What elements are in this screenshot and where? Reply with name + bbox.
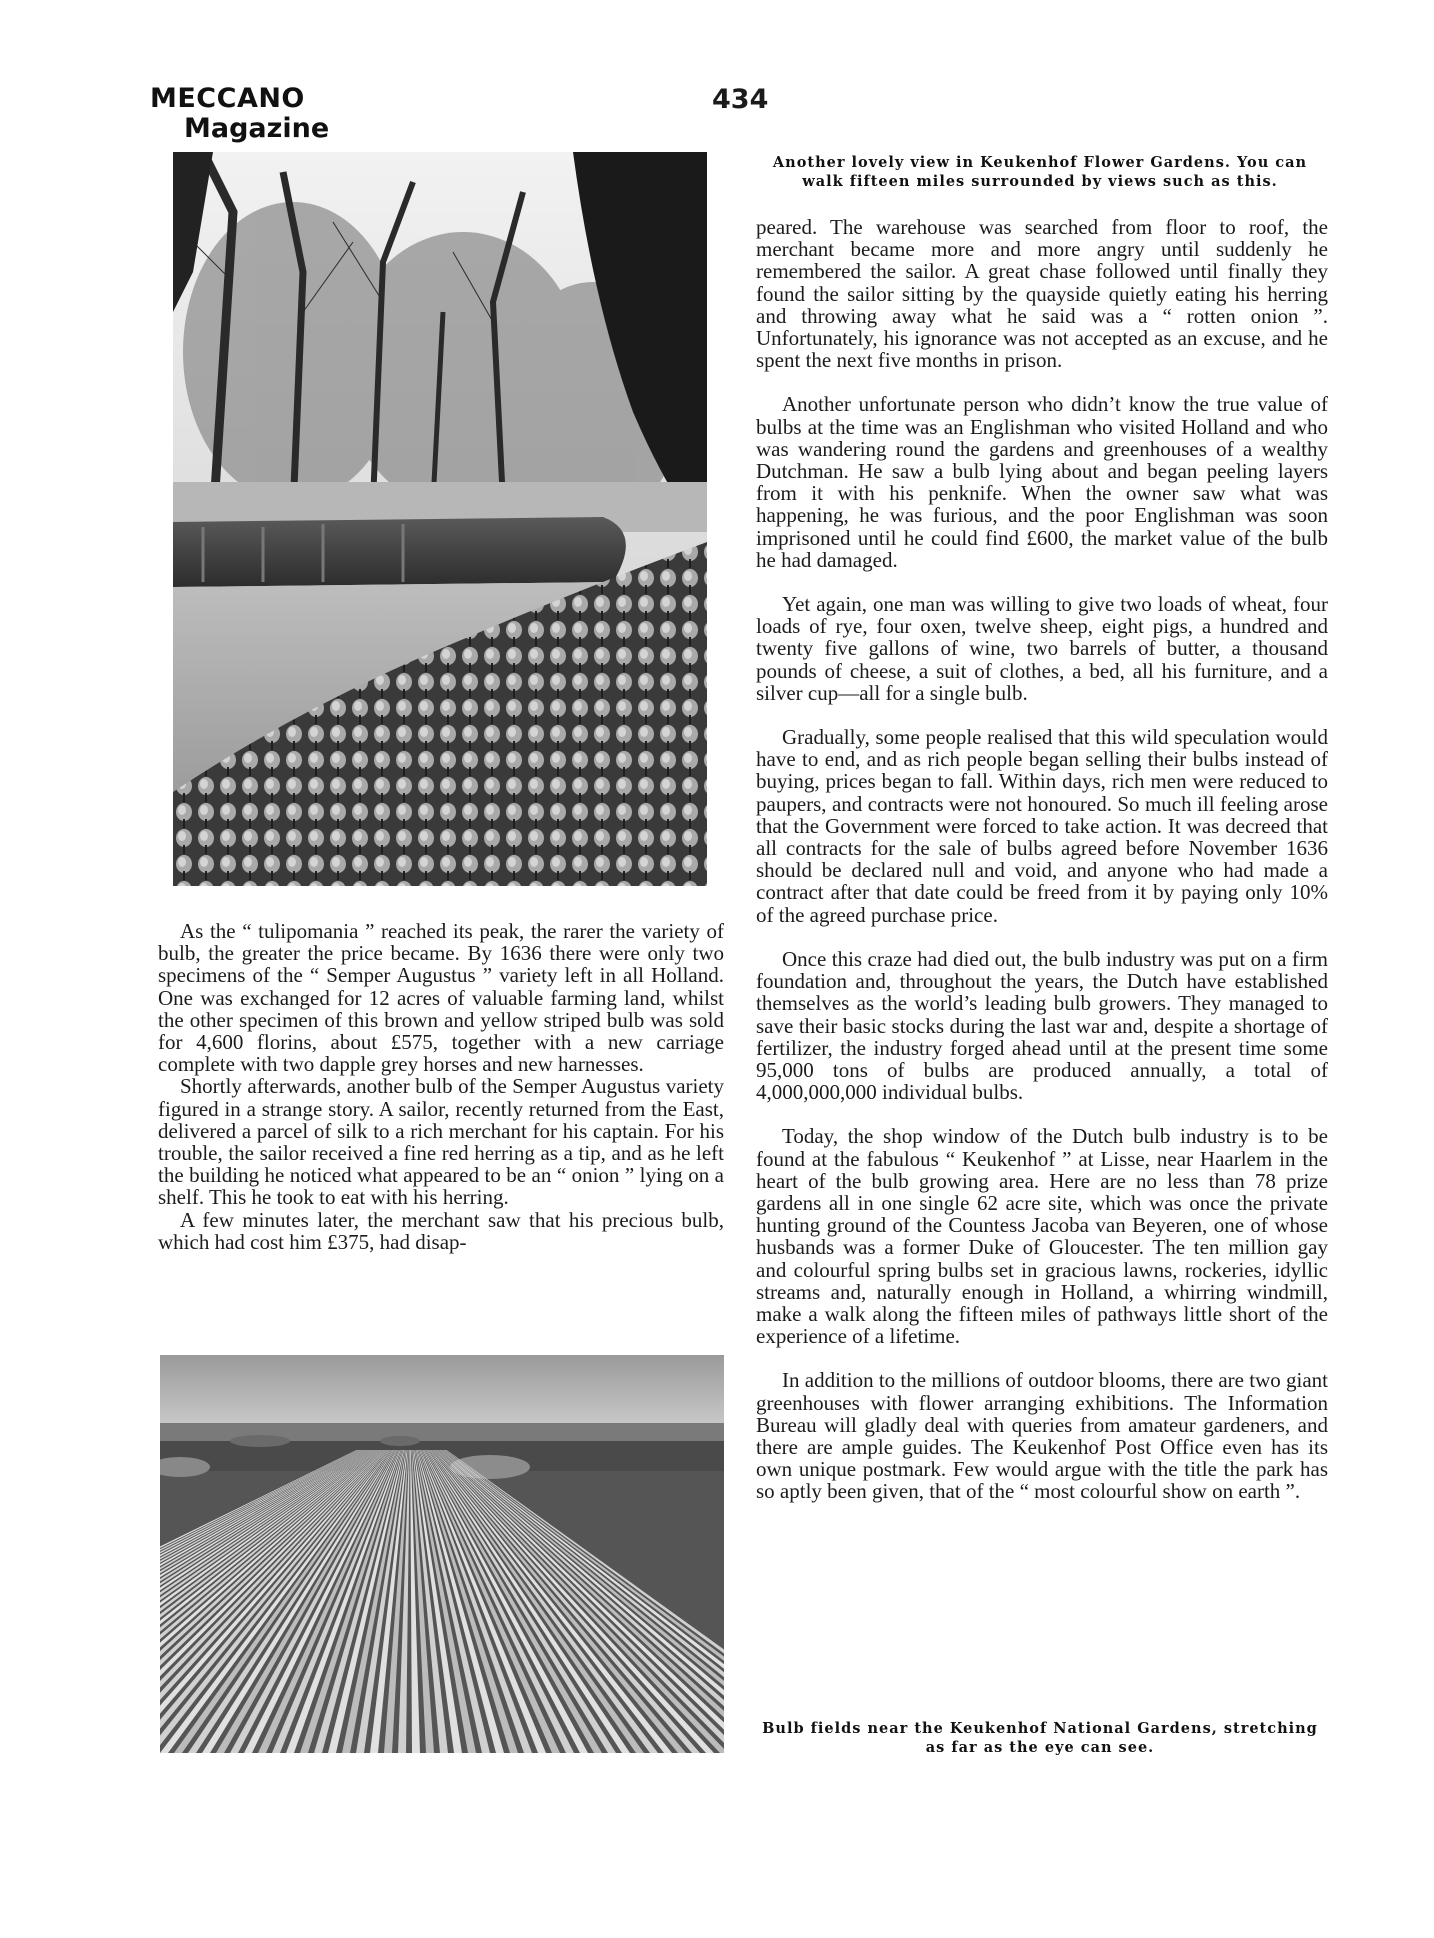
- paragraph: Yet again, one man was willing to give two loads of wheat, four loads of rye, four oxen, twelve sheep, eight pigs, a hundred and twenty five gallons of wine, two barrels of butter, a thousand pounds of cheese, a suit of clothes, a bed, all his furniture, and a silver cup—all for a single bulb.: [756, 592, 1328, 705]
- masthead-line2: Magazine: [184, 112, 330, 144]
- masthead-line1: MECCANO: [150, 83, 305, 114]
- paragraph: Gradually, some people realised that this wild speculation would have to end, and as rich people began selling their bulbs instead of buying, prices began to fall. Within days, rich men were reduced to paupers, and contracts were not honoured. So much ill feeling arose that the Government were forced to take action. It was decreed that all contracts for the sale of bulbs agreed before November 1636 should be declared null and void, and anyone who had made a contract after that date could be freed from it by paying only 10% of the agreed purchase price.: [756, 725, 1328, 927]
- paragraph: A few minutes later, the merchant saw that his precious bulb, which had cost him £375, had disap-: [158, 1207, 724, 1254]
- page-number: 434: [712, 84, 769, 115]
- right-article-column: [756, 216, 1328, 1525]
- paragraph: Another unfortunate person who didn’t know the true value of bulbs at the time was an Englishman who visited Holland and who was wandering round the gardens and greenhouses of a wealthy Dutchman. He saw a bulb lying about and began peeling layers from it with his penknife. When the owner saw what was happening, he was furious, and the poor Englishman was soon imprisoned until he could find £600, the market value of the bulb he had damaged.: [756, 392, 1328, 572]
- paragraph: Today, the shop window of the Dutch bulb industry is to be found at the fabulous “ Keukenhof ” at Lisse, near Haarlem in the heart of the bulb growing area. Here are no less than 78 prize gardens all in one single 62 acre site, which was once the private hunting ground of the Countess Jacoba van Beyeren, one of whose husbands was a former Duke of Gloucester. The ten million gay and colourful spring bulbs set in gracious lawns, rockeries, idyllic streams and, naturally enough in Holland, a whirring windmill, make a walk along the fifteen miles of pathways little short of the experience of a lifetime.: [756, 1124, 1328, 1349]
- keukenhof-garden-photo: [173, 152, 707, 886]
- paragraph: In addition to the millions of outdoor blooms, there are two giant greenhouses with flower arranging exhibitions. The Information Bureau will gladly deal with queries from amateur gardeners, and there are ample guides. The Keukenhof Post Office even has its own unique postmark. Few would argue with the title the park has so aptly been given, that of the “ most colourful show on earth ”.: [756, 1368, 1328, 1504]
- paragraph: Shortly afterwards, another bulb of the Semper Augustus variety figured in a strange story. A sailor, recently returned from the East, delivered a parcel of silk to a rich merchant for his captain. For his trouble, the sailor received a fine red herring as a tip, and as he left the building he noticed what appeared to be an “ onion ” lying on a shelf. This he took to eat with his herring.: [158, 1074, 724, 1210]
- bulb-fields-photo: [160, 1355, 724, 1753]
- paragraph: Once this craze had died out, the bulb industry was put on a firm foundation and, throughout the years, the Dutch have established themselves as the world’s leading bulb growers. They managed to save their basic stocks during the last war and, despite a shortage of fertilizer, the industry forged ahead until at the present time some 95,000 tons of bulbs are produced annually, a total of 4,000,000,000 individual bulbs.: [756, 946, 1328, 1105]
- paragraph: peared. The warehouse was searched from floor to roof, the merchant became more and more angry until suddenly he remembered the sailor. A great chase followed until finally they found the sailor sitting by the quayside quietly eating his herring and throwing away what he said was a “ rotten onion ”. Unfortunately, his ignorance was not accepted as an excuse, and he spent the next five months in prison.: [756, 215, 1328, 373]
- left-article-column: [158, 920, 724, 1253]
- top-photo-caption: Another lovely view in Keukenhof Flower Gardens. You can walk fifteen miles surrounded by views such as this.: [772, 154, 1308, 190]
- magazine-masthead: [150, 84, 329, 143]
- paragraph: As the “ tulipomania ” reached its peak, the rarer the variety of bulb, the greater the price became. By 1636 there were only two specimens of the “ Semper Augustus ” variety left in all Holland. One was exchanged for 12 acres of valuable farming land, whilst the other specimen of this brown and yellow striped bulb was sold for 4,600 florins, about £575, together with a new carriage complete with two dapple grey horses and new harnesses.: [158, 919, 724, 1077]
- bottom-photo-caption: Bulb fields near the Keukenhof National Gardens, stretching as far as the eye can see.: [762, 1720, 1318, 1756]
